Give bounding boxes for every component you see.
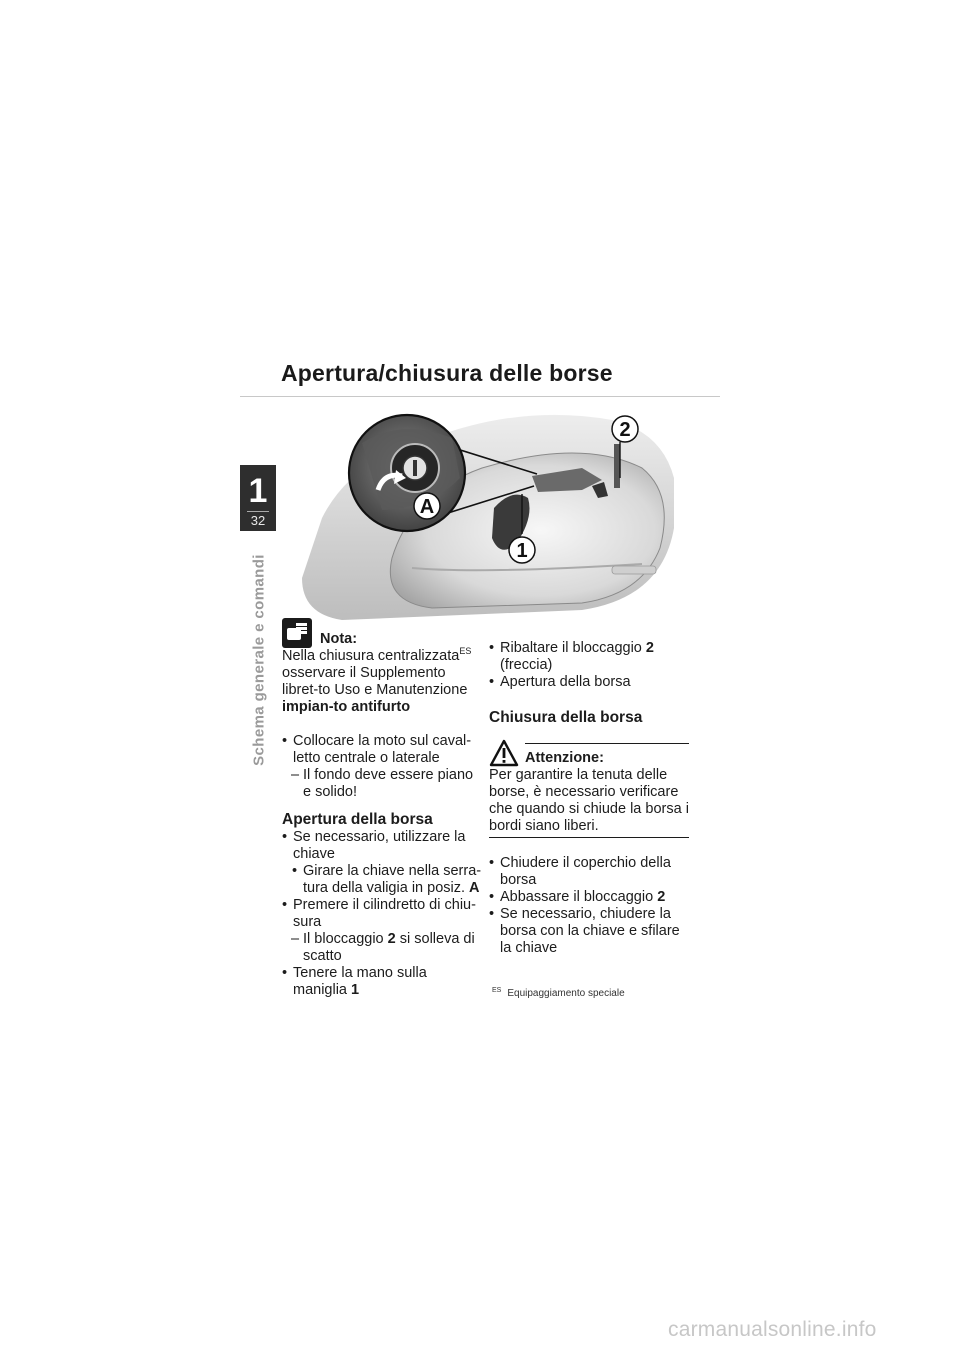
list-subitem	[282, 863, 482, 897]
list-subitem: – Il fondo deve essere piano e solido!	[282, 767, 482, 801]
ref-2: 2	[645, 640, 654, 656]
list-item-text: Tenere la mano sulla maniglia	[293, 965, 427, 998]
footnote	[492, 988, 625, 999]
chapter-tab	[240, 465, 276, 531]
footnote-text: Equipaggiamento speciale	[507, 988, 625, 999]
callout-1-label: 1	[516, 540, 528, 562]
saddlebag-illustration	[282, 398, 720, 630]
list-item	[489, 640, 689, 674]
section-heading-open: Apertura della borsa	[282, 811, 433, 828]
list-subitem-text: Il bloccaggio	[303, 931, 384, 947]
callout-a	[414, 493, 440, 519]
list-item: • Se necessario, chiudere la borsa con la chiave e sfilare la chiave	[489, 906, 689, 957]
ref-2: 2	[387, 931, 396, 947]
warning-header	[489, 739, 689, 767]
chapter-number: 1	[248, 472, 268, 510]
ref-2: 2	[657, 889, 666, 905]
list-item: • Chiudere il coperchio della borsa	[489, 855, 689, 889]
note-label: Nota:	[320, 631, 358, 647]
page-title: Apertura/chiusura delle borse	[281, 360, 613, 386]
note-header	[282, 612, 482, 648]
page-number: 32	[250, 513, 266, 528]
list-item-text: (freccia)	[500, 657, 553, 673]
callout-1	[509, 537, 535, 563]
warning-text: Per garantire la tenuta delle borse, è necessario verificare che quando si chiude la borsa i bordi siano liberi.	[489, 767, 689, 834]
list-item: • Se necessario, utilizzare la chiave	[282, 829, 482, 863]
list-item: • Collocare la moto sul caval-letto centrale o laterale	[282, 733, 482, 767]
note-bold: impian-to antifurto	[282, 699, 411, 715]
note-sup: ES	[459, 646, 472, 656]
list-subitem	[282, 931, 482, 965]
list-item	[282, 965, 482, 999]
note-text-part-2: osservare il Supplemento libret-to Uso e Manutenzione	[282, 665, 468, 698]
list-item: • Premere il cilindretto di chiu-sura	[282, 897, 482, 931]
ref-a: A	[469, 880, 480, 896]
ref-1: 1	[351, 982, 360, 998]
warning-icon	[489, 739, 519, 767]
section-heading-close: Chiusura della borsa	[489, 709, 643, 726]
chapter-side-label: Schema generale e comandi	[250, 554, 268, 766]
note-text	[282, 648, 482, 716]
title-rule	[240, 396, 720, 397]
list-item-text: Ribaltare il bloccaggio	[500, 640, 642, 656]
watermark: carmanualsonline.info	[668, 1318, 877, 1341]
list-subitem-text: Girare la chiave nella serra-tura della valigia in posiz.	[303, 863, 482, 896]
callout-2-label: 2	[619, 419, 631, 441]
warning-rule-top	[525, 743, 689, 744]
list-item	[489, 889, 689, 906]
list-item-text: Abbassare il bloccaggio	[500, 889, 654, 905]
left-column	[282, 612, 482, 999]
warning-label: Attenzione:	[525, 750, 604, 766]
right-column	[489, 640, 689, 957]
footnote-sup: ES	[492, 987, 502, 994]
list-item: • Apertura della borsa	[489, 674, 689, 691]
callout-a-label: A	[419, 496, 435, 518]
list-subitem-text: si solleva di scatto	[303, 931, 475, 964]
callout-2	[612, 416, 638, 442]
note-icon	[282, 618, 312, 648]
note-text-part-1: Nella chiusura centralizzata	[282, 648, 460, 664]
